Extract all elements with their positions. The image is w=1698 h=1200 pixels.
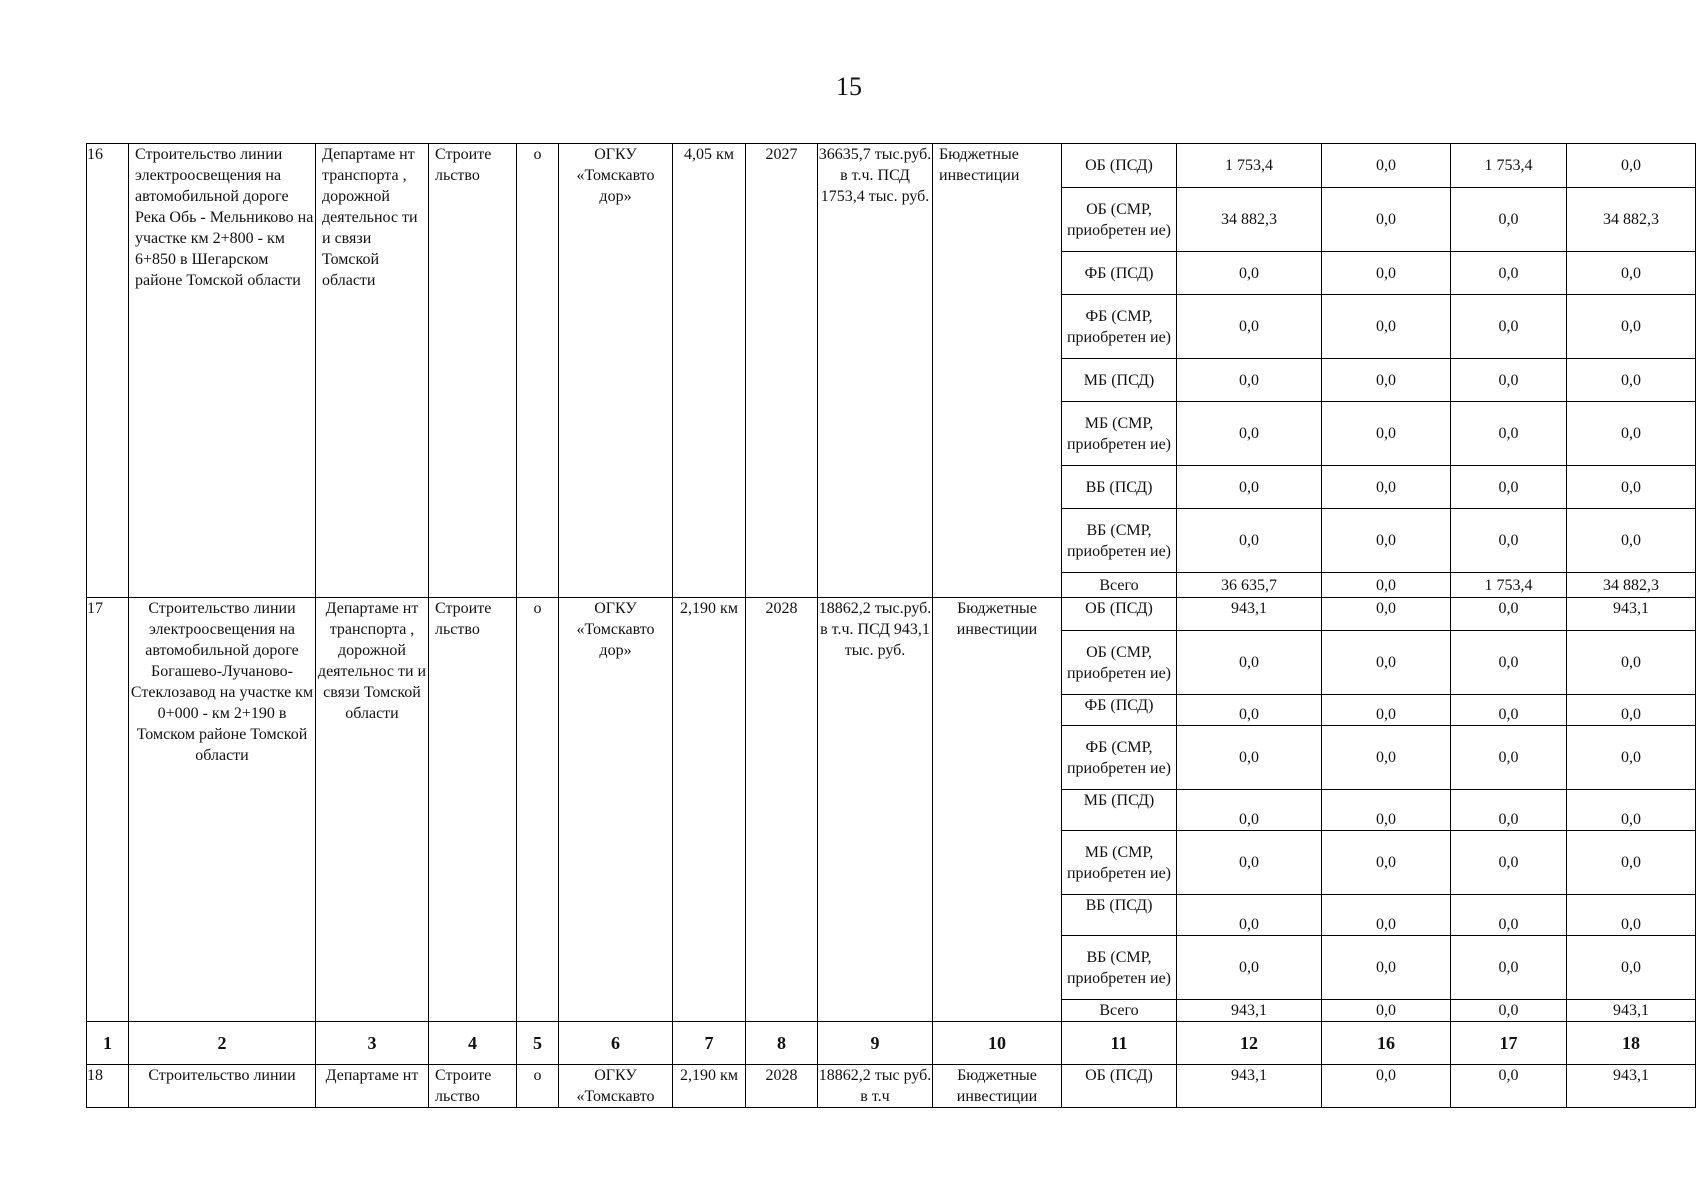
finance-source: ОБ (ПСД) — [1062, 598, 1177, 631]
finance-value-2027: 0,0 — [1451, 509, 1567, 573]
finance-value-2026: 0,0 — [1322, 831, 1451, 895]
finance-value-2028: 943,1 — [1567, 1000, 1696, 1022]
responsible-body: Департаме нт транспорта , дорожной деятельнос ти и связи Томской области — [316, 144, 429, 598]
finance-value-2027: 1 753,4 — [1451, 573, 1567, 598]
row-number: 16 — [87, 144, 129, 598]
object-name: Строительство линии электроосвещения на автомобильной дороге Богашево-Лучаново-Стеклозавод на участке км 0+000 - км 2+190 в Томском районе Томской области — [129, 598, 316, 1022]
finance-value-2026: 0,0 — [1322, 509, 1451, 573]
finance-value-total: 34 882,3 — [1177, 188, 1322, 252]
finance-value-2027: 0,0 — [1451, 936, 1567, 1000]
finance-value-2027: 0,0 — [1451, 631, 1567, 695]
page-number: 15 — [836, 72, 862, 101]
year: 2027 — [746, 144, 818, 598]
finance-value-2028: 943,1 — [1567, 598, 1696, 631]
finance-value-total: 0,0 — [1177, 936, 1322, 1000]
object-name: Строительство линии электроосвещения на автомобильной дороге Река Обь - Мельниково на участке км 2+800 - км 6+850 в Шегарском районе Томской области — [129, 144, 316, 598]
finance-value-2026: 0,0 — [1322, 726, 1451, 790]
finance-source: ВБ (СМР, приобретен ие) — [1062, 509, 1177, 573]
length: 2,190 км — [673, 598, 746, 1022]
finance-value-total: 0,0 — [1177, 466, 1322, 509]
finance-value-2027: 0,0 — [1451, 402, 1567, 466]
finance-source: ВБ (ПСД) — [1062, 895, 1177, 936]
finance-value-2028: 0,0 — [1567, 831, 1696, 895]
finance-value-2028: 0,0 — [1567, 631, 1696, 695]
work-kind: Строите льство — [429, 598, 517, 1022]
finance-value-2026: 0,0 — [1322, 359, 1451, 402]
investment-form: Бюджетные инвестиции — [933, 144, 1062, 598]
finance-value-2027: 0,0 — [1451, 598, 1567, 631]
column-number: 18 — [1567, 1022, 1696, 1065]
finance-value-total: 0,0 — [1177, 790, 1322, 831]
finance-source-total: Всего — [1062, 573, 1177, 598]
finance-source: ОБ (СМР, приобретен ие) — [1062, 188, 1177, 252]
column-number: 2 — [129, 1022, 316, 1065]
finance-value-total: 943,1 — [1177, 1065, 1322, 1108]
column-number: 5 — [517, 1022, 559, 1065]
finance-value-total: 0,0 — [1177, 695, 1322, 726]
column-5-value: о — [517, 144, 559, 598]
finance-value-total: 0,0 — [1177, 831, 1322, 895]
finance-value-2026: 0,0 — [1322, 402, 1451, 466]
finance-value-2026: 0,0 — [1322, 573, 1451, 598]
finance-value-2027: 0,0 — [1451, 295, 1567, 359]
customer: ОГКУ «Томскавто дор» — [559, 144, 673, 598]
finance-value-2026: 0,0 — [1322, 695, 1451, 726]
finance-source: МБ (ПСД) — [1062, 359, 1177, 402]
table-row — [87, 144, 1696, 188]
finance-source: ВБ (ПСД) — [1062, 466, 1177, 509]
finance-value-2026: 0,0 — [1322, 895, 1451, 936]
finance-value-2028: 0,0 — [1567, 695, 1696, 726]
work-kind: Строите льство — [429, 144, 517, 598]
row-number: 18 — [87, 1065, 129, 1108]
finance-value-2026: 0,0 — [1322, 466, 1451, 509]
finance-value-2028: 0,0 — [1567, 726, 1696, 790]
finance-value-total: 943,1 — [1177, 598, 1322, 631]
column-number: 4 — [429, 1022, 517, 1065]
finance-value-2027: 1 753,4 — [1451, 144, 1567, 188]
year: 2028 — [746, 1065, 818, 1108]
work-kind: Строите льство — [429, 1065, 517, 1108]
finance-value-2027: 0,0 — [1451, 1065, 1567, 1108]
finance-value-2028: 0,0 — [1567, 359, 1696, 402]
finance-value-total: 0,0 — [1177, 509, 1322, 573]
finance-value-2026: 0,0 — [1322, 144, 1451, 188]
length: 2,190 км — [673, 1065, 746, 1108]
column-number: 9 — [818, 1022, 933, 1065]
column-number: 11 — [1062, 1022, 1177, 1065]
finance-value-2026: 0,0 — [1322, 188, 1451, 252]
column-number: 1 — [87, 1022, 129, 1065]
finance-value-total: 0,0 — [1177, 295, 1322, 359]
finance-value-2028: 0,0 — [1567, 466, 1696, 509]
investment-table — [86, 143, 1696, 1108]
column-number: 16 — [1322, 1022, 1451, 1065]
object-name: Строительство линии — [129, 1065, 316, 1108]
column-5-value: о — [517, 1065, 559, 1108]
finance-value-total: 0,0 — [1177, 726, 1322, 790]
finance-value-2026: 0,0 — [1322, 936, 1451, 1000]
finance-value-2028: 0,0 — [1567, 144, 1696, 188]
finance-value-2027: 0,0 — [1451, 252, 1567, 295]
finance-value-2028: 34 882,3 — [1567, 573, 1696, 598]
column-number: 12 — [1177, 1022, 1322, 1065]
column-number: 10 — [933, 1022, 1062, 1065]
finance-value-2028: 0,0 — [1567, 402, 1696, 466]
finance-value-2028: 0,0 — [1567, 936, 1696, 1000]
column-numbers-row — [87, 1022, 1696, 1065]
finance-value-2026: 0,0 — [1322, 295, 1451, 359]
finance-source: ОБ (СМР, приобретен ие) — [1062, 631, 1177, 695]
finance-source: МБ (ПСД) — [1062, 790, 1177, 831]
finance-value-2028: 0,0 — [1567, 790, 1696, 831]
finance-value-2028: 34 882,3 — [1567, 188, 1696, 252]
responsible-body: Департаме нт — [316, 1065, 429, 1108]
investment-form: Бюджетные инвестиции — [933, 1065, 1062, 1108]
finance-source: ФБ (СМР, приобретен ие) — [1062, 726, 1177, 790]
finance-value-2026: 0,0 — [1322, 790, 1451, 831]
finance-source: ФБ (ПСД) — [1062, 695, 1177, 726]
finance-value-total: 1 753,4 — [1177, 144, 1322, 188]
estimated-cost: 36635,7 тыс.руб. в т.ч. ПСД 1753,4 тыс. руб. — [818, 144, 933, 598]
finance-value-2027: 0,0 — [1451, 726, 1567, 790]
finance-value-2027: 0,0 — [1451, 1000, 1567, 1022]
finance-value-total: 943,1 — [1177, 1000, 1322, 1022]
finance-source: МБ (СМР, приобретен ие) — [1062, 402, 1177, 466]
finance-value-2027: 0,0 — [1451, 359, 1567, 402]
column-number: 17 — [1451, 1022, 1567, 1065]
finance-value-2026: 0,0 — [1322, 252, 1451, 295]
finance-value-2027: 0,0 — [1451, 466, 1567, 509]
finance-source: ОБ (ПСД) — [1062, 1065, 1177, 1108]
finance-value-2028: 0,0 — [1567, 295, 1696, 359]
finance-value-2026: 0,0 — [1322, 598, 1451, 631]
finance-value-2027: 0,0 — [1451, 831, 1567, 895]
customer: ОГКУ «Томскавто дор» — [559, 598, 673, 1022]
finance-value-2026: 0,0 — [1322, 1065, 1451, 1108]
finance-source: ФБ (СМР, приобретен ие) — [1062, 295, 1177, 359]
finance-value-total: 36 635,7 — [1177, 573, 1322, 598]
finance-value-2027: 0,0 — [1451, 790, 1567, 831]
finance-value-total: 0,0 — [1177, 631, 1322, 695]
finance-value-2028: 0,0 — [1567, 895, 1696, 936]
customer: ОГКУ «Томскавто — [559, 1065, 673, 1108]
table-row — [87, 1065, 1696, 1108]
length: 4,05 км — [673, 144, 746, 598]
finance-value-2028: 943,1 — [1567, 1065, 1696, 1108]
finance-value-total: 0,0 — [1177, 895, 1322, 936]
column-number: 8 — [746, 1022, 818, 1065]
column-number: 6 — [559, 1022, 673, 1065]
column-5-value: о — [517, 598, 559, 1022]
finance-value-2027: 0,0 — [1451, 695, 1567, 726]
finance-source: МБ (СМР, приобретен ие) — [1062, 831, 1177, 895]
finance-value-2026: 0,0 — [1322, 631, 1451, 695]
responsible-body: Департаме нт транспорта , дорожной деятельнос ти и связи Томской области — [316, 598, 429, 1022]
finance-value-total: 0,0 — [1177, 252, 1322, 295]
finance-source: ВБ (СМР, приобретен ие) — [1062, 936, 1177, 1000]
investment-form: Бюджетные инвестиции — [933, 598, 1062, 1022]
column-number: 3 — [316, 1022, 429, 1065]
finance-value-2027: 0,0 — [1451, 895, 1567, 936]
finance-value-total: 0,0 — [1177, 402, 1322, 466]
finance-value-2028: 0,0 — [1567, 252, 1696, 295]
column-number: 7 — [673, 1022, 746, 1065]
finance-source: ФБ (ПСД) — [1062, 252, 1177, 295]
finance-value-total: 0,0 — [1177, 359, 1322, 402]
finance-source: ОБ (ПСД) — [1062, 144, 1177, 188]
finance-source-total: Всего — [1062, 1000, 1177, 1022]
estimated-cost: 18862,2 тыс руб. в т.ч — [818, 1065, 933, 1108]
finance-value-2026: 0,0 — [1322, 1000, 1451, 1022]
row-number: 17 — [87, 598, 129, 1022]
estimated-cost: 18862,2 тыс.руб. в т.ч. ПСД 943,1 тыс. руб. — [818, 598, 933, 1022]
finance-value-2028: 0,0 — [1567, 509, 1696, 573]
year: 2028 — [746, 598, 818, 1022]
finance-value-2027: 0,0 — [1451, 188, 1567, 252]
table-row — [87, 598, 1696, 631]
